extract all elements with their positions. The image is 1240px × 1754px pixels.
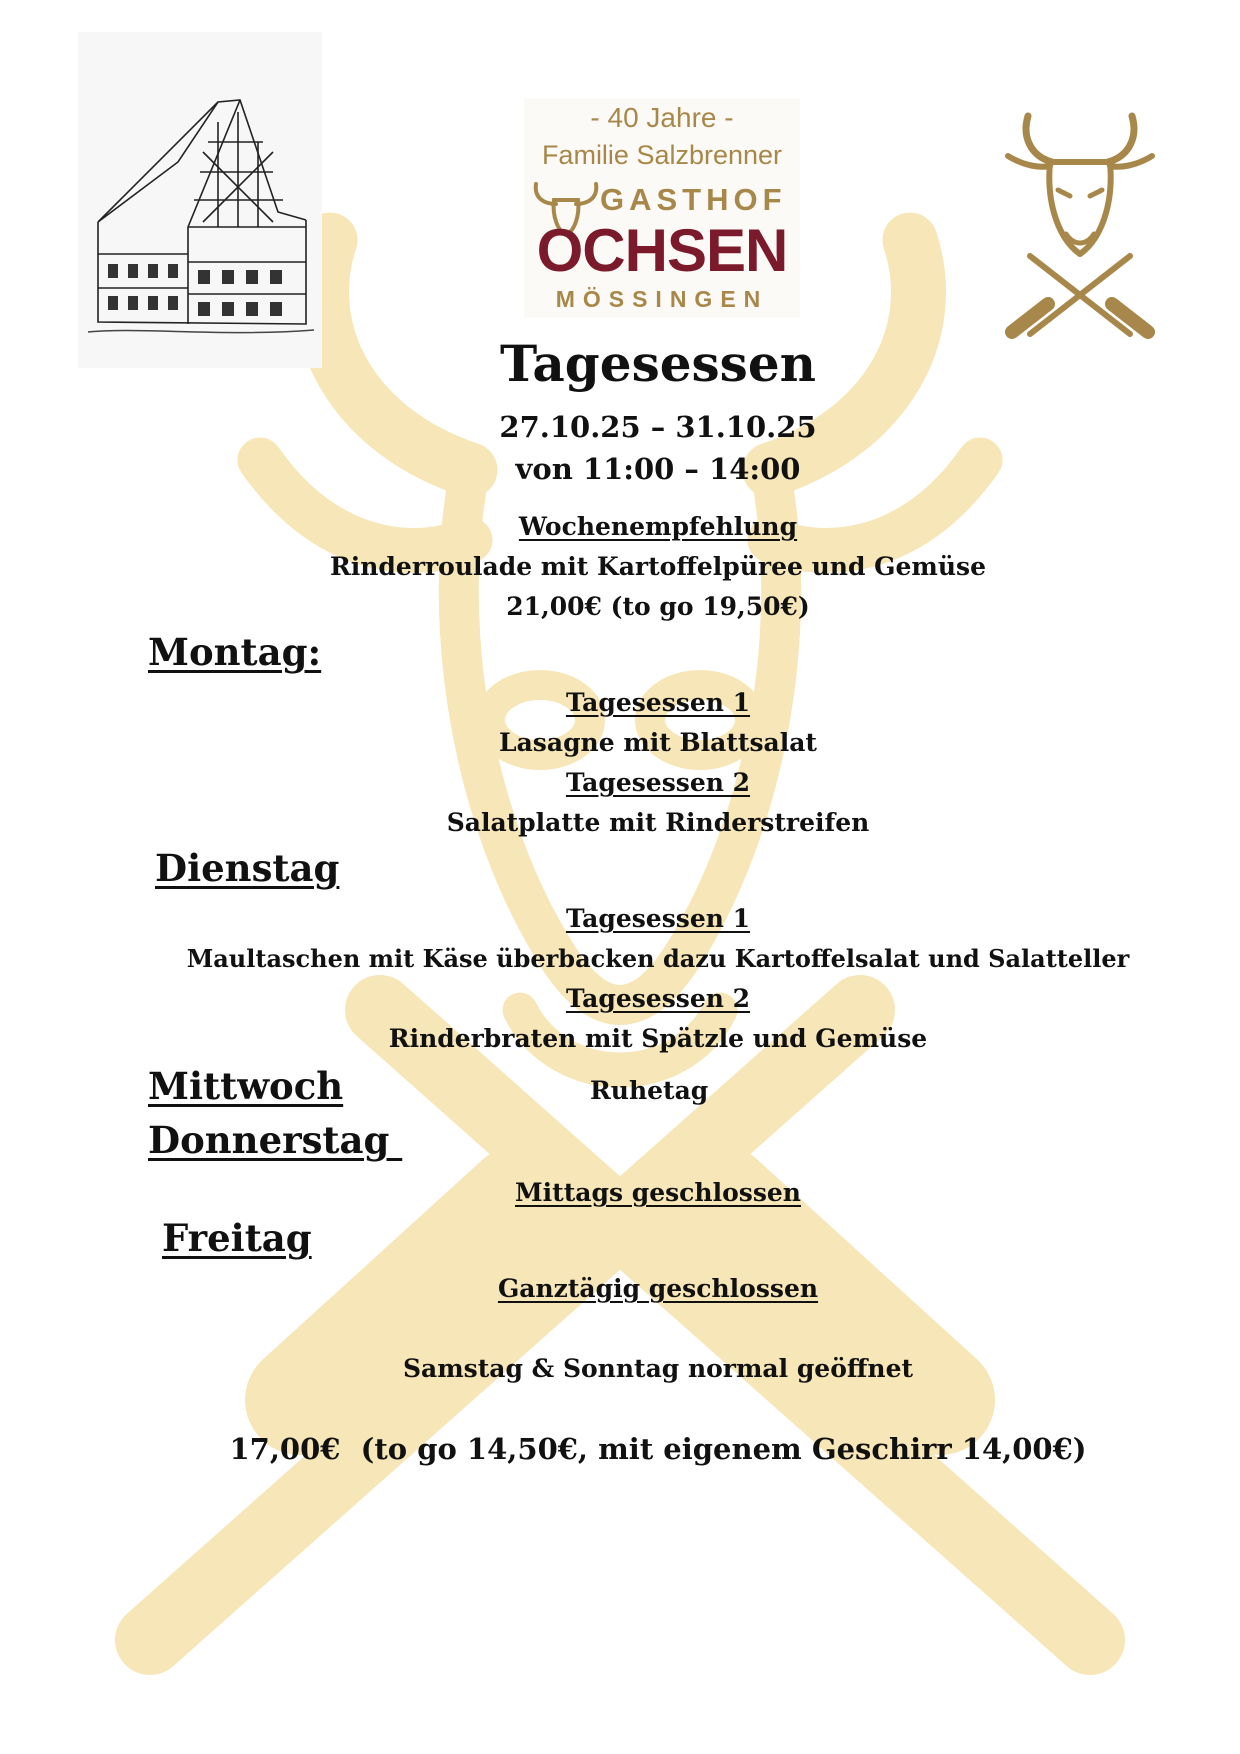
price-note: 17,00€ (to go 14,50€, mit eigenem Geschirr 14,00€) [229, 1432, 1087, 1466]
tuesday-label-2: Tagesessen 2 [565, 984, 751, 1013]
day-tuesday: Dienstag [155, 846, 340, 890]
monday-dish-2: Salatplatte mit Rinderstreifen [446, 808, 870, 837]
logo-town: MÖSSINGEN [555, 286, 769, 312]
logo-gasthof: GASTHOF [600, 182, 787, 217]
weekend-note: Samstag & Sonntag normal geöffnet [402, 1354, 914, 1383]
restaurant-logo [524, 98, 800, 318]
day-wednesday: Mittwoch [148, 1064, 344, 1108]
thursday-note: Mittags geschlossen [515, 1178, 801, 1207]
monday-label-1: Tagesessen 1 [565, 688, 751, 717]
date-range: 27.10.25 – 31.10.25 [499, 410, 817, 444]
logo-anniversary: - 40 Jahre - [590, 102, 734, 133]
logo-family: Familie Salzbrenner [541, 140, 783, 170]
monday-dish-1: Lasagne mit Blattsalat [499, 728, 817, 757]
wednesday-note: Ruhetag [590, 1076, 709, 1105]
tuesday-label-1: Tagesessen 1 [565, 904, 751, 933]
page-title: Tagesessen [499, 334, 816, 393]
tuesday-dish-2: Rinderbraten mit Spätzle und Gemüse [388, 1024, 928, 1053]
logo-ochsen: OCHSEN [536, 217, 788, 284]
weekly-dish: Rinderroulade mit Kartoffelpüree und Gemüse [329, 552, 986, 581]
tuesday-dish-1: Maultaschen mit Käse überbacken dazu Kartoffelsalat und Salatteller [186, 944, 1130, 973]
day-thursday: Donnerstag [148, 1118, 403, 1162]
house-sketch-icon [78, 32, 322, 368]
day-friday: Freitag [162, 1216, 312, 1260]
service-hours: von 11:00 – 14:00 [515, 452, 801, 486]
monday-label-2: Tagesessen 2 [565, 768, 751, 797]
weekly-label: Wochenempfehlung [518, 512, 798, 541]
weekly-price: 21,00€ (to go 19,50€) [506, 592, 810, 621]
bull-knives-icon [1000, 106, 1160, 346]
friday-note: Ganztägig geschlossen [497, 1274, 819, 1303]
day-monday: Montag: [148, 630, 322, 674]
